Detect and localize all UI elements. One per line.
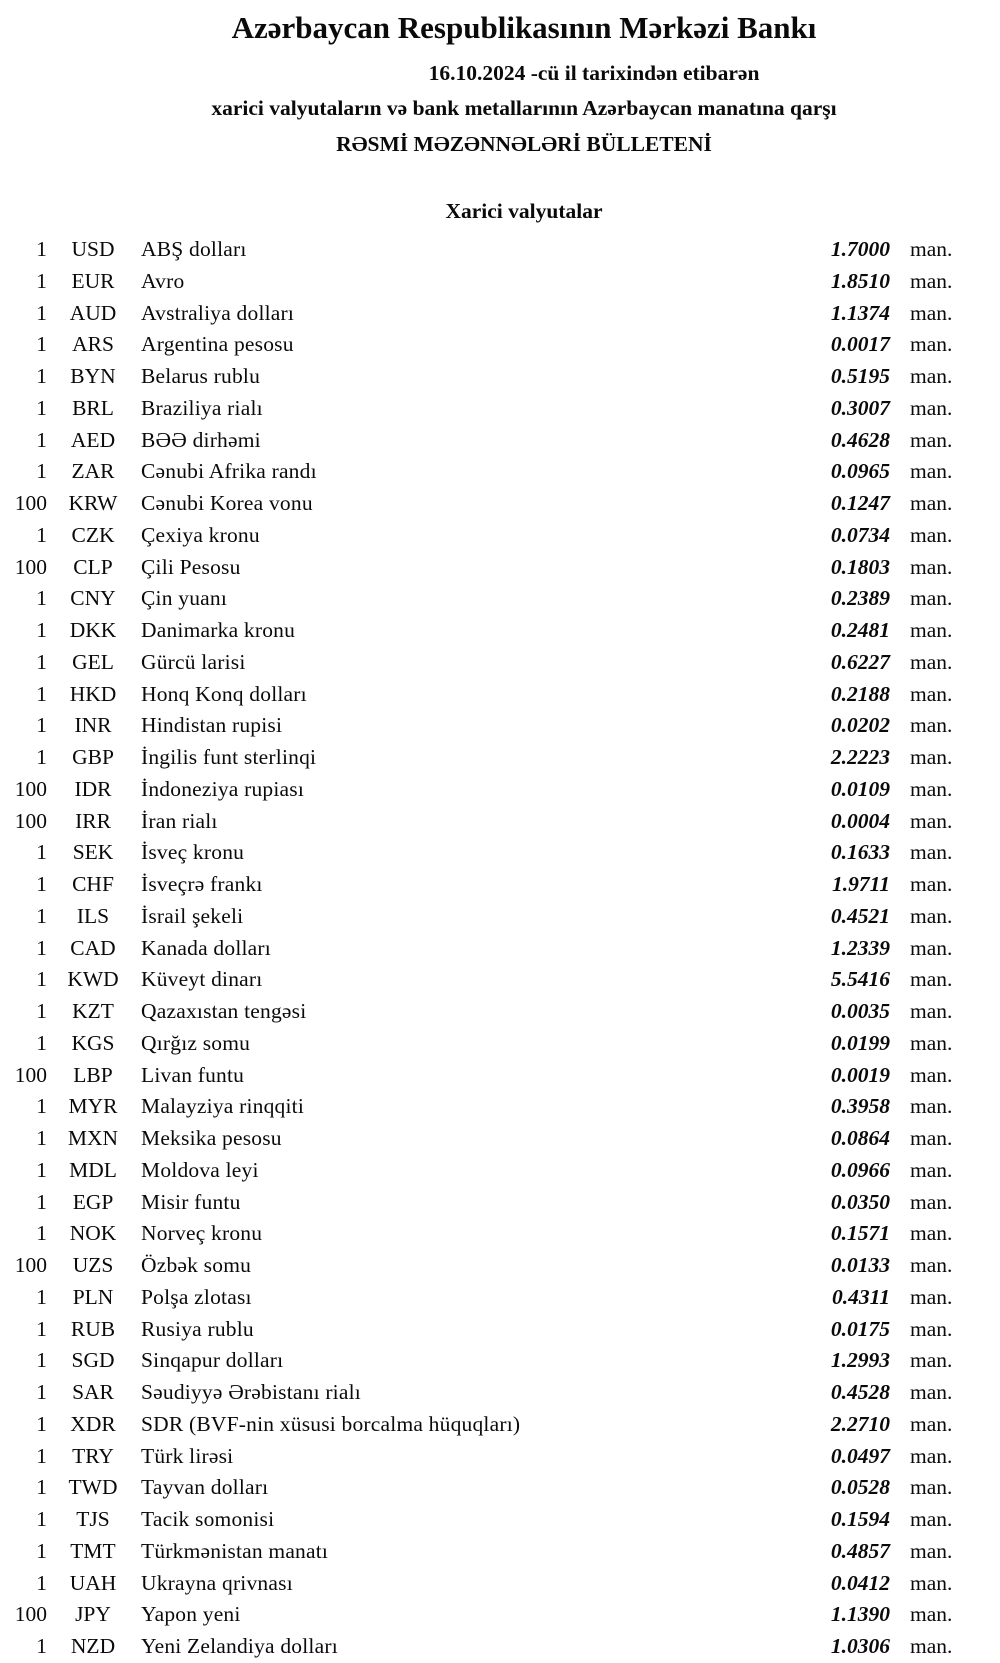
currency-code-cell: UAH bbox=[69, 1570, 117, 1595]
currency-code-cell: SEK bbox=[72, 840, 114, 865]
table-row bbox=[0, 1409, 1000, 1441]
currency-code-cell: SGD bbox=[71, 1348, 115, 1373]
currency-code-cell: MYR bbox=[68, 1094, 118, 1119]
currency-name-cell: Argentina pesosu bbox=[141, 332, 294, 357]
table-row bbox=[0, 933, 1000, 965]
unit-cell: man. bbox=[910, 1126, 953, 1151]
unit-cell: man. bbox=[910, 554, 953, 579]
rate-value-cell: 0.0350 bbox=[830, 1189, 890, 1214]
currency-name-cell: İndoneziya rupiası bbox=[141, 776, 305, 801]
table-row bbox=[0, 1028, 1000, 1060]
table-row bbox=[0, 234, 1000, 266]
currency-name-cell: Hindistan rupisi bbox=[141, 713, 283, 738]
currency-name-cell: ABŞ dolları bbox=[141, 237, 247, 262]
table-row bbox=[0, 679, 1000, 711]
currency-code-cell: JPY bbox=[75, 1602, 111, 1627]
currency-code-cell: KGS bbox=[71, 1030, 115, 1055]
quantity-cell: 100 bbox=[14, 1062, 47, 1087]
quantity-cell: 1 bbox=[36, 1126, 47, 1151]
quantity-cell: 100 bbox=[14, 554, 47, 579]
unit-cell: man. bbox=[910, 1030, 953, 1055]
rate-value-cell: 0.4857 bbox=[830, 1538, 890, 1563]
currency-name-cell: Qırğız somu bbox=[141, 1030, 251, 1055]
table-row bbox=[0, 647, 1000, 679]
quantity-cell: 1 bbox=[36, 1221, 47, 1246]
table-row bbox=[0, 1123, 1000, 1155]
unit-cell: man. bbox=[910, 1602, 953, 1627]
quantity-cell: 1 bbox=[36, 1538, 47, 1563]
currency-code-cell: RUB bbox=[70, 1316, 116, 1341]
quantity-cell: 100 bbox=[14, 1602, 47, 1627]
unit-cell: man. bbox=[910, 1634, 953, 1659]
quantity-cell: 1 bbox=[36, 300, 47, 325]
currency-code-cell: CZK bbox=[71, 522, 115, 547]
currency-code-cell: GBP bbox=[72, 745, 114, 770]
table-row bbox=[0, 1250, 1000, 1282]
table-row bbox=[0, 1155, 1000, 1187]
currency-name-cell: Yapon yeni bbox=[141, 1602, 241, 1627]
currency-code-cell: TJS bbox=[76, 1507, 110, 1532]
table-row bbox=[0, 1314, 1000, 1346]
rate-value-cell: 2.2710 bbox=[830, 1411, 890, 1436]
currency-name-cell: Meksika pesosu bbox=[141, 1126, 282, 1151]
rate-value-cell: 0.0019 bbox=[830, 1062, 890, 1087]
rate-value-cell: 0.2481 bbox=[830, 618, 890, 643]
currency-code-cell: KRW bbox=[68, 491, 118, 516]
currency-name-cell: İngilis funt sterlinqi bbox=[141, 745, 317, 770]
rate-value-cell: 0.1803 bbox=[830, 554, 890, 579]
currency-name-cell: Kanada dolları bbox=[141, 935, 271, 960]
currency-code-cell: MDL bbox=[69, 1157, 117, 1182]
currency-name-cell: İsrail şekeli bbox=[141, 903, 244, 928]
currency-name-cell: Avro bbox=[141, 268, 185, 293]
table-row bbox=[0, 425, 1000, 457]
unit-cell: man. bbox=[910, 903, 953, 928]
rate-value-cell: 1.9711 bbox=[832, 872, 890, 897]
currency-name-cell: Qazaxıstan tengəsi bbox=[141, 999, 307, 1024]
currency-name-cell: Sinqapur dolları bbox=[141, 1348, 284, 1373]
currency-code-cell: CNY bbox=[70, 586, 116, 611]
currency-name-cell: Səudiyyə Ərəbistanı rialı bbox=[141, 1380, 361, 1405]
effective-date-line: 16.10.2024 -cü il tarixindən etibarən bbox=[428, 61, 760, 85]
currency-name-cell: Norveç kronu bbox=[141, 1221, 263, 1246]
unit-cell: man. bbox=[910, 1348, 953, 1373]
rate-value-cell: 0.0035 bbox=[830, 999, 890, 1024]
unit-cell: man. bbox=[910, 999, 953, 1024]
unit-cell: man. bbox=[910, 1443, 953, 1468]
currency-name-cell: Livan funtu bbox=[141, 1062, 245, 1087]
quantity-cell: 1 bbox=[36, 364, 47, 389]
currency-name-cell: Polşa zlotası bbox=[141, 1284, 252, 1309]
unit-cell: man. bbox=[910, 1380, 953, 1405]
currency-code-cell: NOK bbox=[69, 1221, 117, 1246]
unit-cell: man. bbox=[910, 681, 953, 706]
quantity-cell: 1 bbox=[36, 1189, 47, 1214]
rate-value-cell: 0.1247 bbox=[830, 491, 890, 516]
currency-name-cell: İsveçrə frankı bbox=[141, 872, 263, 897]
quantity-cell: 1 bbox=[36, 681, 47, 706]
document-title: Azərbaycan Respublikasının Mərkəzi Bankı bbox=[231, 10, 817, 45]
unit-cell: man. bbox=[910, 1284, 953, 1309]
quantity-cell: 1 bbox=[36, 872, 47, 897]
quantity-cell: 1 bbox=[36, 1157, 47, 1182]
quantity-cell: 1 bbox=[36, 840, 47, 865]
table-row bbox=[0, 298, 1000, 330]
currency-name-cell: Ukrayna qrivnası bbox=[141, 1570, 293, 1595]
rate-value-cell: 0.2188 bbox=[830, 681, 890, 706]
table-row bbox=[0, 742, 1000, 774]
unit-cell: man. bbox=[910, 491, 953, 516]
currency-name-cell: Misir funtu bbox=[141, 1189, 241, 1214]
unit-cell: man. bbox=[910, 1221, 953, 1246]
quantity-cell: 1 bbox=[36, 618, 47, 643]
table-row bbox=[0, 488, 1000, 520]
unit-cell: man. bbox=[910, 1189, 953, 1214]
currency-code-cell: TWD bbox=[68, 1475, 118, 1500]
currency-code-cell: CLP bbox=[73, 554, 113, 579]
rate-value-cell: 0.0966 bbox=[830, 1157, 890, 1182]
currency-name-cell: Tacik somonisi bbox=[141, 1507, 275, 1532]
table-row bbox=[0, 615, 1000, 647]
rate-value-cell: 0.0528 bbox=[830, 1475, 890, 1500]
currency-name-cell: Cənubi Afrika randı bbox=[141, 459, 317, 484]
quantity-cell: 1 bbox=[36, 459, 47, 484]
currency-code-cell: BYN bbox=[70, 364, 116, 389]
table-row bbox=[0, 1631, 1000, 1663]
quantity-cell: 1 bbox=[36, 1634, 47, 1659]
rate-value-cell: 0.1633 bbox=[830, 840, 890, 865]
rate-value-cell: 0.4311 bbox=[832, 1284, 890, 1309]
currency-code-cell: KZT bbox=[72, 999, 114, 1024]
currency-code-cell: KWD bbox=[67, 967, 119, 992]
currency-name-cell: Türkmənistan manatı bbox=[141, 1538, 329, 1563]
rate-value-cell: 1.2993 bbox=[830, 1348, 890, 1373]
currency-code-cell: CAD bbox=[70, 935, 116, 960]
currency-name-cell: Danimarka kronu bbox=[141, 618, 296, 643]
currency-name-cell: Çexiya kronu bbox=[141, 522, 260, 547]
currency-name-cell: Rusiya rublu bbox=[141, 1316, 254, 1341]
table-row bbox=[0, 1282, 1000, 1314]
table-row bbox=[0, 1091, 1000, 1123]
rate-value-cell: 0.0202 bbox=[830, 713, 890, 738]
currency-code-cell: EGP bbox=[72, 1189, 114, 1214]
unit-cell: man. bbox=[910, 935, 953, 960]
rate-value-cell: 0.1594 bbox=[830, 1507, 890, 1532]
unit-cell: man. bbox=[910, 1570, 953, 1595]
currency-code-cell: PLN bbox=[72, 1284, 114, 1309]
quantity-cell: 1 bbox=[36, 999, 47, 1024]
currency-code-cell: BRL bbox=[72, 395, 114, 420]
table-row bbox=[0, 869, 1000, 901]
quantity-cell: 100 bbox=[14, 808, 47, 833]
quantity-cell: 1 bbox=[36, 1411, 47, 1436]
rates-table bbox=[0, 234, 1000, 1663]
quantity-cell: 1 bbox=[36, 1030, 47, 1055]
currency-name-cell: İran rialı bbox=[141, 808, 218, 833]
table-row bbox=[0, 1218, 1000, 1250]
quantity-cell: 1 bbox=[36, 745, 47, 770]
table-row bbox=[0, 837, 1000, 869]
currency-code-cell: ILS bbox=[76, 903, 110, 928]
rate-value-cell: 1.7000 bbox=[830, 237, 890, 262]
currency-name-cell: Yeni Zelandiya dolları bbox=[141, 1634, 338, 1659]
unit-cell: man. bbox=[910, 1507, 953, 1532]
table-row bbox=[0, 456, 1000, 488]
currency-name-cell: Çin yuanı bbox=[141, 586, 228, 611]
table-row bbox=[0, 393, 1000, 425]
unit-cell: man. bbox=[910, 332, 953, 357]
bulletin-title: RƏSMİ MƏZƏNNƏLƏRİ BÜLLETENİ bbox=[336, 132, 712, 156]
rate-value-cell: 0.0133 bbox=[830, 1253, 890, 1278]
quantity-cell: 1 bbox=[36, 967, 47, 992]
currency-code-cell: ARS bbox=[72, 332, 114, 357]
rate-value-cell: 0.4528 bbox=[830, 1380, 890, 1405]
currency-code-cell: NZD bbox=[70, 1634, 116, 1659]
unit-cell: man. bbox=[910, 1094, 953, 1119]
currency-code-cell: EUR bbox=[71, 268, 115, 293]
table-row bbox=[0, 1504, 1000, 1536]
currency-name-cell: BƏƏ dirhəmi bbox=[141, 427, 261, 452]
quantity-cell: 1 bbox=[36, 649, 47, 674]
rate-value-cell: 0.5195 bbox=[830, 364, 890, 389]
unit-cell: man. bbox=[910, 237, 953, 262]
document-header bbox=[0, 0, 1000, 162]
rate-value-cell: 0.0175 bbox=[830, 1316, 890, 1341]
table-row bbox=[0, 1345, 1000, 1377]
unit-cell: man. bbox=[910, 364, 953, 389]
currency-code-cell: XDR bbox=[70, 1411, 116, 1436]
quantity-cell: 1 bbox=[36, 586, 47, 611]
unit-cell: man. bbox=[910, 586, 953, 611]
currency-name-cell: Cənubi Korea vonu bbox=[141, 491, 313, 516]
unit-cell: man. bbox=[910, 967, 953, 992]
quantity-cell: 100 bbox=[14, 491, 47, 516]
unit-cell: man. bbox=[910, 776, 953, 801]
unit-cell: man. bbox=[910, 300, 953, 325]
unit-cell: man. bbox=[910, 268, 953, 293]
quantity-cell: 1 bbox=[36, 713, 47, 738]
currency-code-cell: CHF bbox=[72, 872, 114, 897]
currency-code-cell: INR bbox=[74, 713, 112, 738]
currency-code-cell: LBP bbox=[73, 1062, 113, 1087]
quantity-cell: 1 bbox=[36, 1443, 47, 1468]
rate-value-cell: 0.0004 bbox=[830, 808, 890, 833]
table-row bbox=[0, 710, 1000, 742]
currency-code-cell: MXN bbox=[67, 1126, 119, 1151]
currency-name-cell: Özbək somu bbox=[141, 1253, 252, 1278]
table-row bbox=[0, 583, 1000, 615]
unit-cell: man. bbox=[910, 840, 953, 865]
table-row bbox=[0, 1568, 1000, 1600]
table-row bbox=[0, 1441, 1000, 1473]
rate-value-cell: 0.2389 bbox=[830, 586, 890, 611]
rate-value-cell: 0.0965 bbox=[830, 459, 890, 484]
quantity-cell: 100 bbox=[14, 1253, 47, 1278]
currency-code-cell: GEL bbox=[72, 649, 114, 674]
section-title: Xarici valyutalar bbox=[445, 199, 603, 223]
table-row bbox=[0, 266, 1000, 298]
unit-cell: man. bbox=[910, 1062, 953, 1087]
unit-cell: man. bbox=[910, 713, 953, 738]
currency-code-cell: AUD bbox=[69, 300, 117, 325]
currency-name-cell: Küveyt dinarı bbox=[141, 967, 263, 992]
unit-cell: man. bbox=[910, 1538, 953, 1563]
currency-code-cell: AED bbox=[70, 427, 116, 452]
quantity-cell: 1 bbox=[36, 1094, 47, 1119]
quantity-cell: 1 bbox=[36, 395, 47, 420]
quantity-cell: 1 bbox=[36, 903, 47, 928]
quantity-cell: 1 bbox=[36, 1380, 47, 1405]
currency-name-cell: Braziliya rialı bbox=[141, 395, 263, 420]
rate-value-cell: 0.4628 bbox=[830, 427, 890, 452]
currency-name-cell: İsveç kronu bbox=[141, 840, 245, 865]
table-row bbox=[0, 774, 1000, 806]
unit-cell: man. bbox=[910, 1253, 953, 1278]
currency-name-cell: Tayvan dolları bbox=[141, 1475, 269, 1500]
unit-cell: man. bbox=[910, 745, 953, 770]
unit-cell: man. bbox=[910, 649, 953, 674]
rate-value-cell: 2.2223 bbox=[830, 745, 890, 770]
rate-value-cell: 1.2339 bbox=[830, 935, 890, 960]
quantity-cell: 1 bbox=[36, 522, 47, 547]
table-row bbox=[0, 1599, 1000, 1631]
quantity-cell: 1 bbox=[36, 1348, 47, 1373]
rate-value-cell: 5.5416 bbox=[830, 967, 890, 992]
rate-value-cell: 0.0734 bbox=[830, 522, 890, 547]
currency-code-cell: UZS bbox=[72, 1253, 114, 1278]
rate-value-cell: 0.0412 bbox=[830, 1570, 890, 1595]
table-row bbox=[0, 1536, 1000, 1568]
unit-cell: man. bbox=[910, 618, 953, 643]
currency-code-cell: HKD bbox=[69, 681, 117, 706]
currency-code-cell: SAR bbox=[72, 1380, 114, 1405]
currency-name-cell: Gürcü larisi bbox=[141, 649, 246, 674]
quantity-cell: 1 bbox=[36, 427, 47, 452]
unit-cell: man. bbox=[910, 1411, 953, 1436]
currency-name-cell: Türk lirəsi bbox=[141, 1443, 234, 1468]
currency-code-cell: TMT bbox=[70, 1538, 116, 1563]
currency-name-cell: SDR (BVF-nin xüsusi borcalma hüquqları) bbox=[141, 1411, 521, 1436]
currency-code-cell: IDR bbox=[74, 776, 112, 801]
currency-name-cell: Avstraliya dolları bbox=[141, 300, 295, 325]
rate-value-cell: 1.0306 bbox=[830, 1634, 890, 1659]
table-row bbox=[0, 329, 1000, 361]
table-row bbox=[0, 1187, 1000, 1219]
quantity-cell: 1 bbox=[36, 332, 47, 357]
currency-code-cell: DKK bbox=[69, 618, 117, 643]
currency-code-cell: ZAR bbox=[71, 459, 115, 484]
quantity-cell: 1 bbox=[36, 1284, 47, 1309]
rate-value-cell: 0.0864 bbox=[830, 1126, 890, 1151]
quantity-cell: 1 bbox=[36, 1507, 47, 1532]
unit-cell: man. bbox=[910, 522, 953, 547]
table-row bbox=[0, 552, 1000, 584]
table-row bbox=[0, 1472, 1000, 1504]
unit-cell: man. bbox=[910, 395, 953, 420]
subtitle-line: xarici valyutaların və bank metallarının Azərbaycan manatına qarşı bbox=[211, 96, 837, 120]
quantity-cell: 1 bbox=[36, 935, 47, 960]
currency-name-cell: Belarus rublu bbox=[141, 364, 261, 389]
table-row bbox=[0, 520, 1000, 552]
table-row bbox=[0, 806, 1000, 838]
unit-cell: man. bbox=[910, 1316, 953, 1341]
rate-value-cell: 1.1390 bbox=[830, 1602, 890, 1627]
currency-code-cell: USD bbox=[71, 237, 115, 262]
table-row bbox=[0, 901, 1000, 933]
unit-cell: man. bbox=[910, 1157, 953, 1182]
unit-cell: man. bbox=[910, 872, 953, 897]
table-row bbox=[0, 1377, 1000, 1409]
rate-value-cell: 0.0497 bbox=[830, 1443, 890, 1468]
table-row bbox=[0, 964, 1000, 996]
rate-value-cell: 0.0199 bbox=[830, 1030, 890, 1055]
currency-code-cell: TRY bbox=[72, 1443, 114, 1468]
table-row bbox=[0, 996, 1000, 1028]
rate-value-cell: 0.3007 bbox=[830, 395, 890, 420]
quantity-cell: 1 bbox=[36, 237, 47, 262]
currency-code-cell: IRR bbox=[75, 808, 111, 833]
currency-name-cell: Malayziya rinqqiti bbox=[141, 1094, 305, 1119]
table-row bbox=[0, 361, 1000, 393]
quantity-cell: 1 bbox=[36, 1570, 47, 1595]
unit-cell: man. bbox=[910, 427, 953, 452]
quantity-cell: 100 bbox=[14, 776, 47, 801]
rate-value-cell: 1.1374 bbox=[830, 300, 890, 325]
rate-value-cell: 1.8510 bbox=[830, 268, 890, 293]
rate-value-cell: 0.6227 bbox=[830, 649, 890, 674]
table-row bbox=[0, 1060, 1000, 1092]
rate-value-cell: 0.3958 bbox=[830, 1094, 890, 1119]
quantity-cell: 1 bbox=[36, 1316, 47, 1341]
unit-cell: man. bbox=[910, 1475, 953, 1500]
unit-cell: man. bbox=[910, 459, 953, 484]
currency-name-cell: Moldova leyi bbox=[141, 1157, 259, 1182]
rate-value-cell: 0.1571 bbox=[830, 1221, 890, 1246]
currency-name-cell: Çili Pesosu bbox=[141, 554, 241, 579]
currency-name-cell: Honq Konq dolları bbox=[141, 681, 307, 706]
rate-value-cell: 0.0017 bbox=[830, 332, 890, 357]
rate-value-cell: 0.0109 bbox=[830, 776, 890, 801]
rate-value-cell: 0.4521 bbox=[830, 903, 890, 928]
quantity-cell: 1 bbox=[36, 268, 47, 293]
unit-cell: man. bbox=[910, 808, 953, 833]
quantity-cell: 1 bbox=[36, 1475, 47, 1500]
